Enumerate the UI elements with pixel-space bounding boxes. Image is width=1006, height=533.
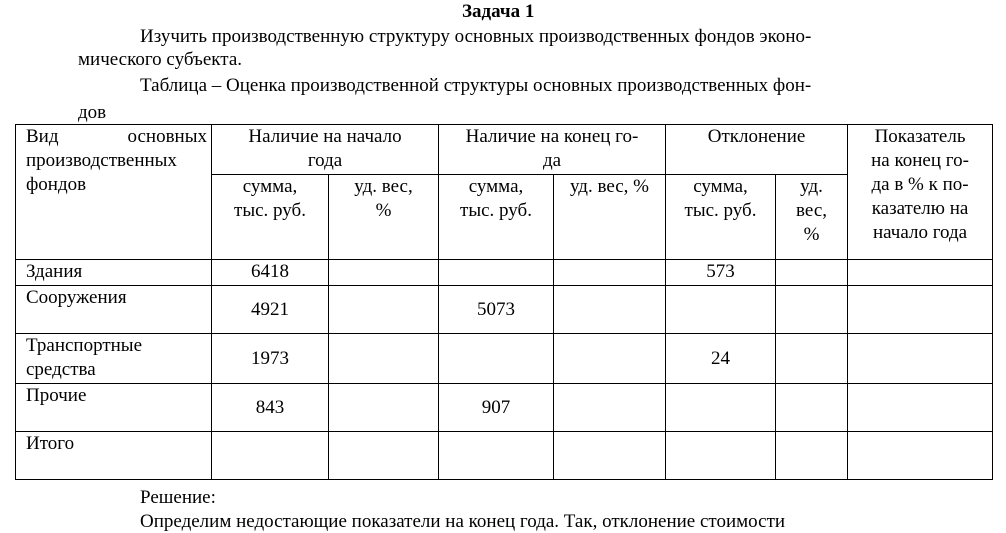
header-index xyxy=(848,125,993,260)
row-start-sum xyxy=(212,432,329,480)
row-name: Сооружения xyxy=(16,286,212,334)
row-start-share xyxy=(329,260,439,286)
subheader-end-sum-line-2: тыс. руб. xyxy=(460,200,532,221)
row-end-sum xyxy=(439,334,554,384)
subheader-deviation-sum-line-2: тыс. руб. xyxy=(684,200,757,221)
task-text-line-1: Изучить производственную структуру основных производственных фондов эконо- xyxy=(140,26,812,47)
row-name: Прочие xyxy=(16,384,212,432)
table-row xyxy=(16,260,993,286)
row-start-share xyxy=(329,286,439,334)
header-group-end-line-2: да xyxy=(542,150,562,171)
subheader-start-share xyxy=(329,175,439,260)
subheader-deviation-share-line-3: % xyxy=(803,224,820,245)
row-dev-share xyxy=(776,384,848,432)
header-asset-kind-word-1: Вид xyxy=(26,126,59,147)
subheader-end-share-label: уд. вес, % xyxy=(570,176,649,197)
row-start-share xyxy=(329,384,439,432)
task-title: Задача 1 xyxy=(462,1,535,22)
row-dev-share xyxy=(776,334,848,384)
subheader-start-sum xyxy=(212,175,329,260)
row-dev-sum: 573 xyxy=(666,260,776,286)
header-group-start xyxy=(212,125,439,175)
row-end-sum xyxy=(439,260,554,286)
fixed-assets-table xyxy=(15,124,993,480)
subheader-deviation-share xyxy=(776,175,848,260)
row-end-share xyxy=(554,286,666,334)
table-row xyxy=(16,286,993,334)
row-end-share xyxy=(554,334,666,384)
row-name: Итого xyxy=(16,432,212,480)
header-asset-kind-word-2: основных xyxy=(127,126,207,147)
header-index-line-4: казателю на xyxy=(871,198,969,219)
header-group-deviation xyxy=(666,125,848,175)
table-row xyxy=(16,384,993,432)
subheader-start-share-line-1: уд. вес, xyxy=(354,176,413,197)
row-name xyxy=(16,334,212,384)
row-dev-share xyxy=(776,432,848,480)
table-caption-line-1: Таблица – Оценка производственной структуры основных производственных фон- xyxy=(140,75,812,96)
solution-text-cut-line: Определим недостающие показатели на конец года. Так, отклонение стоимости xyxy=(140,511,786,532)
row-end-sum: 907 xyxy=(439,384,554,432)
row-dev-sum xyxy=(666,384,776,432)
row-start-share xyxy=(329,334,439,384)
subheader-deviation-share-line-1: уд. xyxy=(800,176,823,197)
row-dev-sum: 24 xyxy=(666,334,776,384)
header-index-line-2: на конец го- xyxy=(871,150,969,171)
header-asset-kind xyxy=(16,125,212,260)
row-start-sum: 4921 xyxy=(212,286,329,334)
row-index xyxy=(848,286,993,334)
row-start-sum: 1973 xyxy=(212,334,329,384)
subheader-start-sum-line-2: тыс. руб. xyxy=(234,200,306,221)
row-start-sum: 843 xyxy=(212,384,329,432)
header-group-start-line-1: Наличие на начало xyxy=(248,126,402,147)
row-end-share xyxy=(554,432,666,480)
row-name: Здания xyxy=(16,260,212,286)
solution-label: Решение: xyxy=(140,487,216,508)
row-end-share xyxy=(554,260,666,286)
header-group-end-line-1: Наличие на конец го- xyxy=(465,126,639,147)
table-caption-line-2: дов xyxy=(78,102,107,123)
subheader-deviation-sum-line-1: сумма, xyxy=(693,176,748,197)
task-text-line-2: мического субъекта. xyxy=(78,49,243,70)
row-index xyxy=(848,432,993,480)
row-end-sum: 5073 xyxy=(439,286,554,334)
row-end-sum xyxy=(439,432,554,480)
subheader-end-sum-line-1: сумма, xyxy=(468,176,524,197)
header-index-line-5: начало года xyxy=(872,222,968,243)
header-group-start-line-2: года xyxy=(307,150,343,171)
row-dev-sum xyxy=(666,432,776,480)
subheader-start-sum-line-1: сумма, xyxy=(242,176,298,197)
table-row xyxy=(16,334,993,384)
header-index-line-3: да в % к по- xyxy=(871,174,969,195)
row-start-sum: 6418 xyxy=(212,260,329,286)
row-index xyxy=(848,384,993,432)
row-index xyxy=(848,334,993,384)
header-index-line-1: Показатель xyxy=(874,126,966,147)
table-row-total xyxy=(16,432,993,480)
row-name-line-1: Транспортные xyxy=(26,335,143,356)
row-index xyxy=(848,260,993,286)
row-dev-sum xyxy=(666,286,776,334)
subheader-deviation-sum xyxy=(666,175,776,260)
header-asset-kind-line-3: фондов xyxy=(26,174,87,195)
row-start-share xyxy=(329,432,439,480)
subheader-start-share-line-2: % xyxy=(375,200,392,221)
header-group-deviation-label: Отклонение xyxy=(707,126,806,147)
subheader-end-share xyxy=(554,175,666,260)
header-group-end xyxy=(439,125,666,175)
header-asset-kind-line-2: производственных xyxy=(26,150,177,171)
subheader-end-sum xyxy=(439,175,554,260)
row-end-share xyxy=(554,384,666,432)
row-dev-share xyxy=(776,286,848,334)
row-name-line-2: средства xyxy=(26,359,96,380)
subheader-deviation-share-line-2: вес, xyxy=(796,200,827,221)
row-dev-share xyxy=(776,260,848,286)
